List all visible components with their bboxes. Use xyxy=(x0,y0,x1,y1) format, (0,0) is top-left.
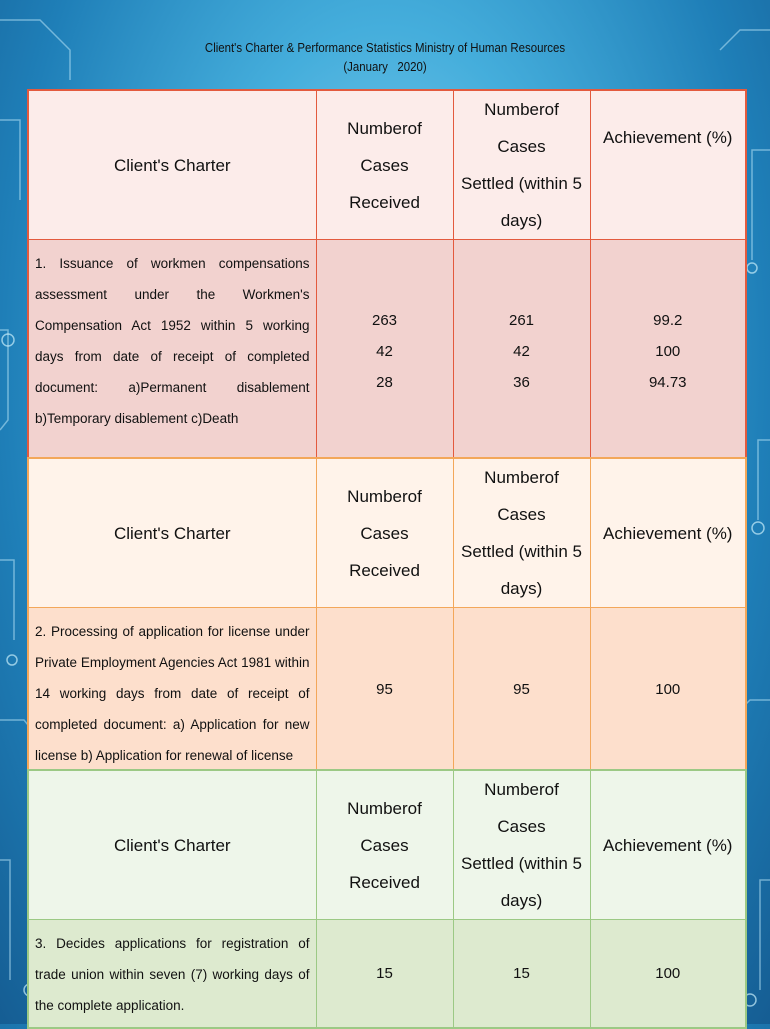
header-settled-line2: Settled (within 5 days) xyxy=(461,542,582,598)
header-received-line1: Numberof Cases xyxy=(347,118,422,175)
received-value: 28 xyxy=(376,373,393,391)
charter-table-2 xyxy=(27,457,747,773)
table-row xyxy=(28,920,746,1028)
received-value: 42 xyxy=(376,342,393,360)
header-settled xyxy=(453,90,590,240)
header-achievement: Achievement (%) xyxy=(590,90,746,240)
achievement-value: 99.2 xyxy=(653,311,683,329)
page-title xyxy=(46,38,724,76)
settled-value: 36 xyxy=(513,373,530,391)
page-title-line1: Client's Charter & Performance Statistics Ministry of Human Resources xyxy=(204,40,566,55)
table-row xyxy=(28,608,746,773)
header-settled-line1: Numberof Cases xyxy=(484,780,559,836)
achievement-values xyxy=(590,240,746,464)
charter-description: 3. Decides applications for registration of trade union within seven (7) working days of the complete application. xyxy=(28,920,316,1028)
header-settled xyxy=(453,770,590,920)
charter-description: 2. Processing of application for license under Private Employment Agencies Act 1981 within 14 working days from date of receipt of completed document: a) Application for new license b) Application for renewal of license xyxy=(28,608,316,773)
header-charter: Client's Charter xyxy=(28,770,316,920)
header-received-line2: Received xyxy=(349,192,420,212)
table-header-row xyxy=(28,90,746,240)
received-value: 95 xyxy=(316,608,453,773)
received-value: 15 xyxy=(316,920,453,1028)
header-received-line1: Numberof Cases xyxy=(347,798,422,855)
header-received-line1: Numberof Cases xyxy=(347,486,422,543)
settled-values xyxy=(453,240,590,464)
header-received-line2: Received xyxy=(349,560,420,580)
settled-value: 261 xyxy=(508,311,535,329)
received-value: 263 xyxy=(371,311,398,329)
achievement-value: 100 xyxy=(655,342,681,360)
achievement-value: 94.73 xyxy=(648,373,687,391)
achievement-value: 100 xyxy=(590,608,746,773)
settled-value: 15 xyxy=(453,920,590,1028)
table-row xyxy=(28,240,746,464)
table-header-row xyxy=(28,770,746,920)
header-achievement: Achievement (%) xyxy=(590,458,746,608)
charter-table-1 xyxy=(27,89,747,465)
header-settled-line2: Settled (within 5 days) xyxy=(461,174,582,230)
header-settled xyxy=(453,458,590,608)
header-charter: Client's Charter xyxy=(28,90,316,240)
header-achievement: Achievement (%) xyxy=(590,770,746,920)
charter-description: 1. Issuance of workmen compensations assessment under the Workmen's Compensation Act 1952 within 5 working days from date of receipt of completed document: a)Permanent disablement b)Temporary disablement c)Death xyxy=(28,240,316,464)
header-received xyxy=(316,90,453,240)
header-received xyxy=(316,458,453,608)
settled-value: 95 xyxy=(453,608,590,773)
charter-table-3 xyxy=(27,769,747,1029)
page-title-line2: (January 2020) xyxy=(343,59,427,74)
header-settled-line1: Numberof Cases xyxy=(484,468,559,524)
header-settled-line1: Numberof Cases xyxy=(484,100,559,156)
header-received xyxy=(316,770,453,920)
settled-value: 42 xyxy=(513,342,530,360)
achievement-value: 100 xyxy=(590,920,746,1028)
received-values xyxy=(316,240,453,464)
header-charter: Client's Charter xyxy=(28,458,316,608)
header-settled-line2: Settled (within 5 days) xyxy=(461,854,582,910)
table-header-row xyxy=(28,458,746,608)
header-received-line2: Received xyxy=(349,872,420,892)
